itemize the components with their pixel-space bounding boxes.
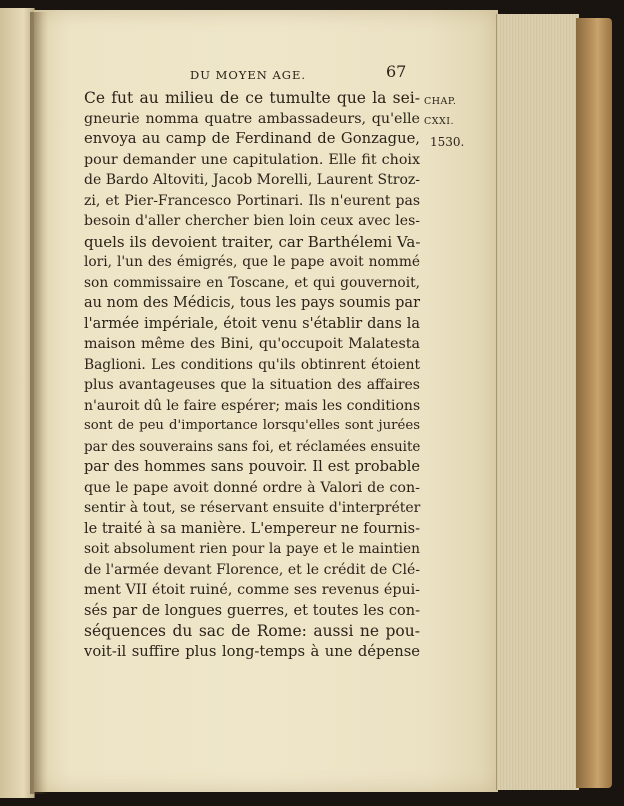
text-line: l'armée impériale, étoit venu s'établir dans la <box>84 315 420 332</box>
year-marginal-note: 1530. <box>430 135 465 149</box>
text-line: besoin d'aller chercher bien loin ceux avec les- <box>84 213 420 229</box>
book-cover-edge <box>576 18 612 788</box>
text-line: lori, l'un des émigrés, que le pape avoit nommé <box>84 254 420 270</box>
text-line: de l'armée devant Florence, et le crédit de Clé- <box>84 561 420 578</box>
text-line: pour demander une capitulation. Elle fit choix <box>84 151 420 168</box>
text-line: Ce fut au milieu de ce tumulte que la sei- <box>84 89 420 107</box>
chapter-marginal-note: CHAP. CXXI. <box>424 96 457 127</box>
text-line: sés par de longues guerres, et toutes les con- <box>84 602 420 619</box>
text-line: maison même des Bini, qu'occupoit Malatesta <box>84 336 420 352</box>
text-line: gneurie nomma quatre ambassadeurs, qu'elle <box>84 110 420 127</box>
text-line: séquences du sac de Rome: aussi ne pou- <box>84 622 420 640</box>
text-line: de Bardo Altoviti, Jacob Morelli, Laurent Stroz- <box>84 172 420 188</box>
text-line: au nom des Médicis, tous les pays soumis par <box>84 295 420 311</box>
text-line: Baglioni. Les conditions qu'ils obtinrent étoient <box>84 356 420 373</box>
running-title: DU MOYEN AGE. <box>190 68 307 82</box>
page-number: 67 <box>386 62 407 81</box>
text-line: zi, et Pier-Francesco Portinari. Ils n'eurent pas <box>84 192 420 209</box>
text-line: le traité à sa manière. L'empereur ne fournis- <box>84 520 420 537</box>
text-line: ment VII étoit ruiné, comme ses revenus épui- <box>84 582 420 598</box>
text-line: par des hommes sans pouvoir. Il est probable <box>84 459 420 475</box>
text-line: soit absolument rien pour la paye et le maintien <box>84 541 420 557</box>
binding-gutter <box>30 12 48 794</box>
page-header <box>180 62 410 86</box>
text-line: quels ils devoient traiter, car Barthélemi Va- <box>84 232 421 251</box>
text-line: plus avantageuses que la situation des affaires <box>84 377 420 393</box>
body-text <box>84 88 420 662</box>
text-line: son commissaire en Toscane, et qui gouvernoit, <box>84 274 420 291</box>
text-line: par des souverains sans foi, et réclamées ensuite <box>84 438 421 455</box>
text-line: sont de peu d'importance lorsqu'elles sont jurées <box>84 418 420 433</box>
text-line: que le pape avoit donné ordre à Valori de con- <box>84 479 420 496</box>
text-line: n'auroit dû le faire espérer; mais les conditions <box>84 397 421 414</box>
text-line: voit-il suffire plus long-temps à une dépense <box>84 642 420 660</box>
text-line: envoya au camp de Ferdinand de Gonzague, <box>84 130 420 147</box>
page-stack-edges <box>496 14 579 790</box>
margin-notes <box>424 92 484 152</box>
text-line: sentir à tout, se réservant ensuite d'interpréter <box>84 500 421 516</box>
